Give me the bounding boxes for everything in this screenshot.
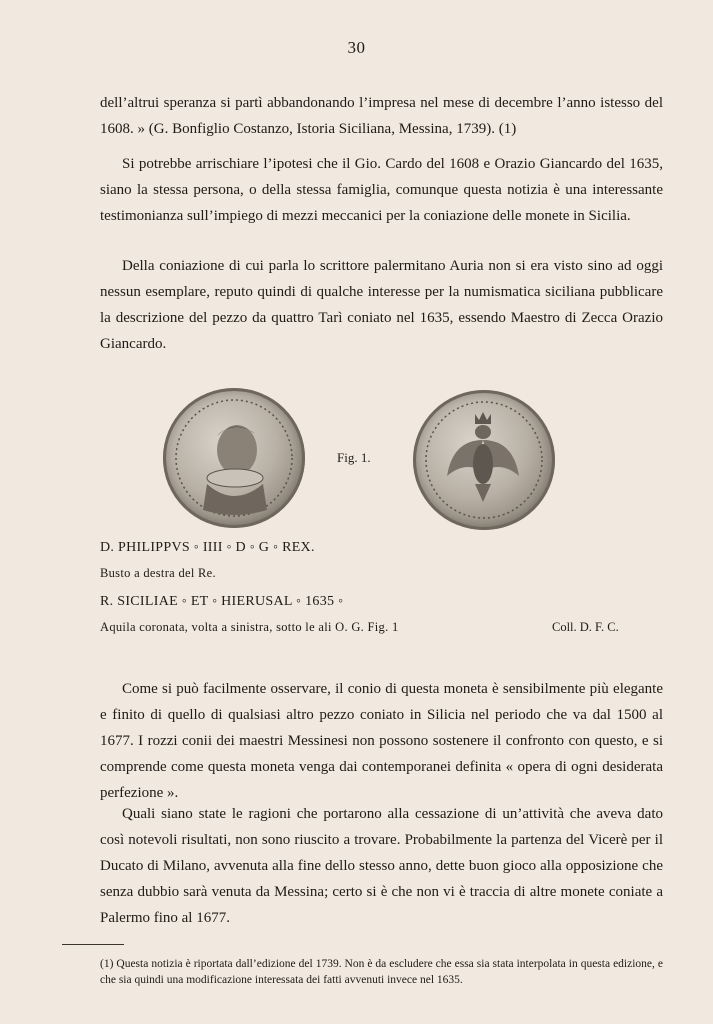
paragraph-3: Della coniazione di cui parla lo scrittore palermitano Auria non si era visto sino ad oggi nessun esemplare, reputo quindi di qualche interesse per la numismatica siciliana pubblicare la descrizione del pezzo da quattro Tarì coniato nel 1635, essendo Maestro di Zecca Orazio Giancardo.: [100, 258, 663, 352]
coin-obverse-image: [163, 388, 305, 528]
footnote-divider: [62, 944, 124, 945]
obverse-description: Busto a destra del Re.: [100, 566, 216, 580]
footnote: (1) Questa notizia è riportata dall’edizione del 1739. Non è da escludere che essa sia stata interpolata in questa edizione, e che sia quindi una modificazione interessata dei fatti avvenuti invece nel 1635.: [100, 958, 663, 986]
paragraph-5: Quali siano state le ragioni che portarono alla cessazione di un’attività che aveva dato così notevoli risultati, non sono riuscito a trovare. Probabilmente la partenza del Vicerè per il Ducato di Milano, avvenuta alla fine dello stesso anno, dette buon gioco alla opposizione che senza dubbio sarà venuta da Messina; certo si è che non vi è traccia di altre monete coniate a Palermo fino al 1677.: [100, 806, 663, 926]
page-number: 30: [347, 38, 366, 57]
reverse-description: Aquila coronata, volta a sinistra, sotto le ali O. G. Fig. 1: [100, 620, 399, 634]
obverse-legend: D. PHILIPPVS ◦ IIII ◦ D ◦ G ◦ REX.: [100, 540, 315, 555]
paragraph-2: Si potrebbe arrischiare l’ipotesi che il Gio. Cardo del 1608 e Orazio Giancardo del 1635, siano la stessa persona, o della stessa famiglia, comunque questa notizia è una interessante testimonianza sull’impiego di mezzi meccanici per la coniazione delle monete in Sicilia.: [100, 156, 663, 224]
coin-reverse-image: [413, 390, 555, 530]
eagle-icon: [413, 390, 555, 530]
reverse-legend: R. SICILIAE ◦ ET ◦ HIERUSAL ◦ 1635 ◦: [100, 594, 344, 609]
paragraph-4: Come si può facilmente osservare, il conio di questa moneta è sensibilmente più elegante e finito di quello di qualsiasi altro pezzo coniato in Silicia nel periodo che va dal 1500 al 1677. I rozzi conii dei maestri Messinesi non possono sostenere il confronto con questo, e si comprende come questa moneta venga dai contemporanei definita « opera di ogni desiderata perfezione ».: [100, 681, 663, 801]
collection-credit: Coll. D. F. C.: [552, 620, 619, 634]
figure-label: Fig. 1.: [337, 450, 371, 465]
king-bust-icon: [163, 388, 305, 528]
paragraph-1: dell’altrui speranza si partì abbandonando l’impresa nel mese di decembre l’anno istesso del 1608. » (G. Bonfiglio Costanzo, Istoria Siciliana, Messina, 1739). (1): [100, 95, 663, 137]
